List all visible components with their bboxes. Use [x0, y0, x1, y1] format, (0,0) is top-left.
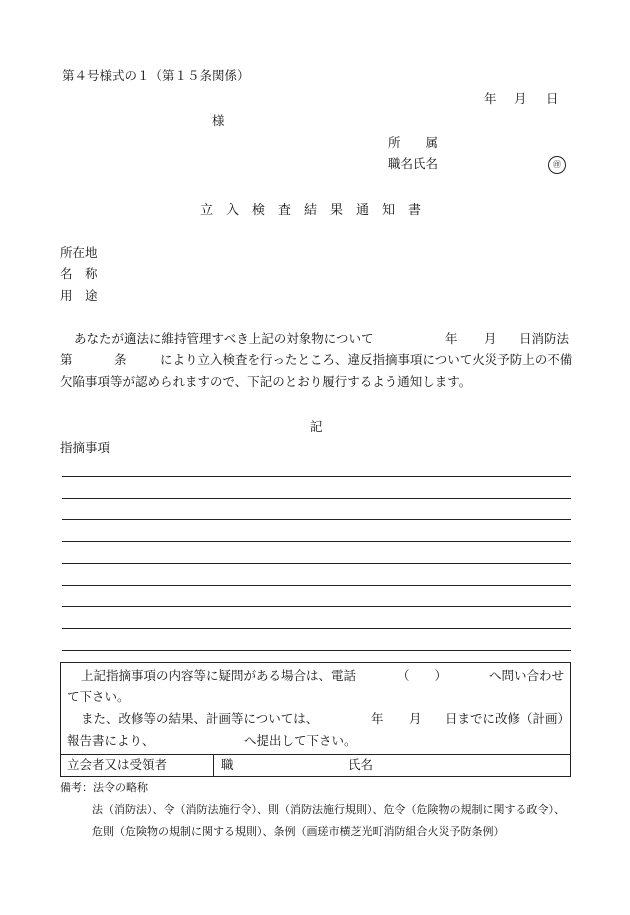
findings-line — [62, 585, 571, 586]
findings-line — [62, 606, 571, 607]
name-label: 氏名 — [348, 757, 374, 772]
notes-heading: 備考：法令の略称 — [60, 781, 148, 794]
findings-line — [62, 498, 571, 499]
repair-month: 月 — [409, 711, 422, 726]
inquiry-box — [60, 662, 571, 777]
report-text: 報告書により、 — [67, 733, 155, 748]
findings-line — [62, 476, 571, 477]
repair-year: 年 — [371, 711, 384, 726]
repair-deadline: 日までに改修（計画） — [445, 711, 571, 726]
target-use-label: 用 途 — [60, 288, 98, 303]
body-line1-day-law: 日消防法 — [519, 331, 570, 346]
ki-heading: 記 — [310, 419, 323, 434]
body-line1-month: 月 — [484, 331, 497, 346]
findings-label: 指摘事項 — [60, 440, 111, 455]
inquiry-phone-paren: （ ） — [397, 668, 448, 683]
findings-line — [62, 650, 571, 651]
issuer-affiliation: 所 属 — [388, 135, 439, 150]
witness-label: 立会者又は受領者 — [67, 757, 168, 772]
date-year: 年 — [484, 91, 497, 106]
findings-line — [62, 519, 571, 520]
report-submit: へ提出して下さい。 — [244, 733, 357, 748]
findings-line — [62, 563, 571, 564]
body-line1-year: 年 — [445, 331, 458, 346]
body-line2-article: 第 — [60, 352, 73, 367]
notes-line1: 法（消防法）、令（消防法施行令）、則（消防法施行規則）、危令（危険物の規制に関する政令）、 — [92, 803, 565, 816]
inquiry-text-end: て下さい。 — [67, 689, 130, 704]
repair-text: また、改修等の結果、計画等については、 — [81, 711, 319, 726]
date-month: 月 — [514, 91, 527, 106]
body-line2-clause: 条 — [114, 352, 127, 367]
seal-mark: ㊞ — [548, 156, 566, 174]
document-title: 立 入 検 査 結 果 通 知 書 — [200, 203, 422, 218]
box-divider — [61, 754, 570, 755]
form-label: 第４号様式の１（第１５条関係） — [62, 68, 250, 83]
issuer-title-name: 職名氏名 — [388, 156, 439, 171]
target-name-label: 名 称 — [60, 266, 98, 281]
position-label: 職 — [221, 757, 234, 772]
inquiry-contact: へ問い合わせ — [489, 668, 565, 683]
notes-line2: 危則（危険物の規制に関する規則）、条例（画瑳市横芝光町消防組合火災予防条例） — [92, 825, 505, 838]
box-column-divider — [213, 754, 214, 776]
body-line3-text: 欠陥事項等が認められますので、下記のとおり履行するよう通知します。 — [60, 374, 472, 389]
body-line1-text: あなたが適法に維持管理すべき上記の対象物について — [74, 331, 374, 346]
date-day: 日 — [546, 91, 559, 106]
target-location-label: 所在地 — [60, 245, 98, 260]
body-line2-text: により立入検査を行ったところ、違反指摘事項について火災予防上の不備 — [160, 352, 573, 367]
addressee-suffix: 様 — [212, 113, 225, 128]
inquiry-text: 上記指摘事項の内容等に疑問がある場合は、電話 — [81, 668, 357, 683]
findings-line — [62, 628, 571, 629]
findings-line — [62, 541, 571, 542]
